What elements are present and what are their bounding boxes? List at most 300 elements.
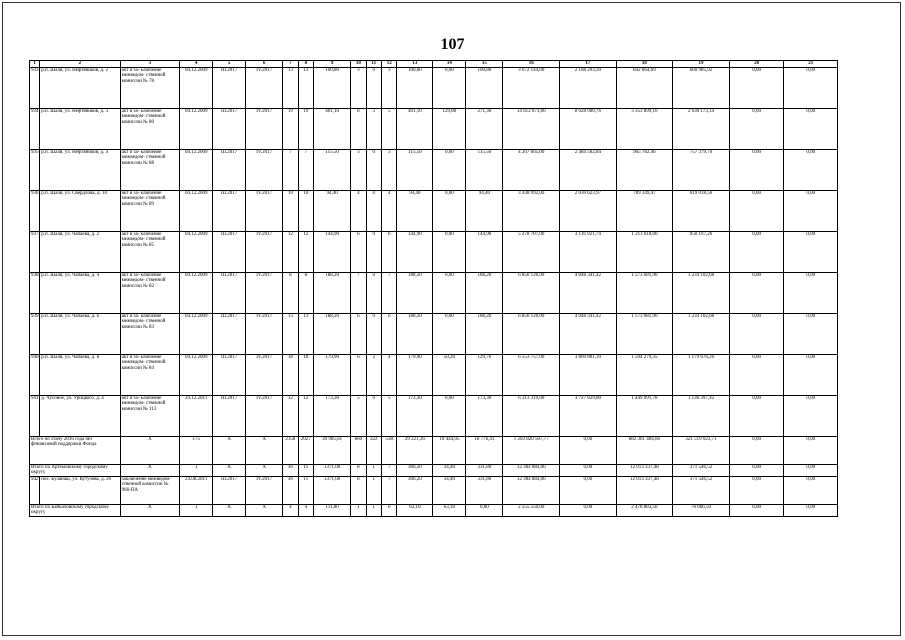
total-row (30, 437, 838, 465)
value-cell: 175 (180, 437, 213, 465)
end-quarter-cell: IV.2017 (246, 191, 283, 232)
value-cell: 0,00 (784, 476, 838, 504)
document-cell: акт и за- ключение межведом- ственной комиссии № 82 (120, 273, 180, 314)
value-cell: 10 (298, 191, 313, 232)
value-cell: 11 (298, 465, 313, 477)
value-cell: 4 048 341,42 (560, 314, 617, 355)
value-cell: 5 (351, 396, 366, 437)
value-cell: 36 (283, 476, 298, 504)
value-cell: 8 (283, 273, 298, 314)
total-row (30, 504, 838, 516)
value-cell: 34,40 (433, 476, 466, 504)
value-cell: 18 776,41 (466, 437, 503, 465)
value-cell: 50,20 (433, 355, 466, 396)
value-cell: 0,00 (729, 191, 784, 232)
value-cell: 39 905,61 (314, 437, 351, 465)
end-quarter-cell: IV.2017 (246, 396, 283, 437)
value-cell: 19 (283, 109, 298, 150)
value-cell: 1 504 279,35 (616, 355, 673, 396)
value-cell: 1 (366, 465, 381, 477)
table-row (30, 109, 838, 150)
document-cell: акт и за- ключение межведом- ственной комиссии № 113 (120, 396, 180, 437)
value-cell: 882 301 484,06 (616, 437, 673, 465)
value-cell: 1371,00 (314, 465, 351, 477)
value-cell: 3 (351, 150, 366, 191)
value-cell: 0,00 (466, 504, 503, 516)
value-cell: 0,00 (784, 232, 838, 273)
value-cell: 3 727 829,80 (560, 396, 617, 437)
value-cell: 188,20 (466, 314, 503, 355)
value-cell: 12 (283, 396, 298, 437)
value-cell: 0,00 (729, 314, 784, 355)
date-cell: 29.12.2011 (180, 396, 213, 437)
value-cell: 11 (298, 476, 313, 504)
column-number: 16 (503, 61, 560, 68)
value-cell: 3 116 921,74 (560, 232, 617, 273)
value-cell: 100,80 (314, 68, 351, 109)
value-cell: 0,00 (729, 150, 784, 191)
start-quarter-cell: III.2017 (213, 150, 246, 191)
value-cell: 0,00 (784, 191, 838, 232)
value-cell: 0,00 (784, 504, 838, 516)
start-quarter-cell: III.2017 (213, 273, 246, 314)
value-cell: 2 (366, 355, 381, 396)
address-cell: д. Чусовое, ул. Урицкого, д. 4 (40, 396, 120, 437)
value-cell: 950 167,26 (673, 232, 730, 273)
value-cell: 1 (180, 504, 213, 516)
value-cell: 0,00 (784, 437, 838, 465)
value-cell: 129,70 (466, 355, 503, 396)
value-cell: 18 (283, 355, 298, 396)
table-row (30, 191, 838, 232)
column-number: 20 (729, 61, 784, 68)
start-quarter-cell: III.2017 (213, 232, 246, 273)
address-cell: р.п. Шаля, ул. Нефтяников, д. 4 (40, 150, 120, 191)
column-number: 19 (673, 61, 730, 68)
record-number: 938 (30, 273, 40, 314)
value-cell: 0,00 (433, 150, 466, 191)
date-cell: 04.12.2009 (180, 232, 213, 273)
value-cell: 8 628 000,76 (560, 109, 617, 150)
column-number: 1 (30, 61, 40, 68)
column-number: 17 (560, 61, 617, 68)
value-cell: 0 (366, 396, 381, 437)
value-cell: X (213, 504, 246, 516)
value-cell: 1371,00 (314, 476, 351, 504)
value-cell: 4 (381, 355, 396, 396)
address-cell: р.п. Шаля, ул. Чапаева, д. 2 (40, 232, 120, 273)
value-cell: 401,10 (397, 109, 433, 150)
start-quarter-cell: III.2017 (213, 68, 246, 109)
date-cell: 04.12.2009 (180, 191, 213, 232)
date-cell: 04.12.2009 (180, 150, 213, 191)
value-cell: 0,00 (784, 68, 838, 109)
record-number: 937 (30, 232, 40, 273)
value-cell: 401,10 (314, 109, 351, 150)
value-cell: 366,20 (397, 465, 433, 477)
value-cell: 331,80 (466, 476, 503, 504)
value-cell: 1 136 397,42 (673, 396, 730, 437)
value-cell: 965 782,46 (616, 150, 673, 191)
record-number: 940 (30, 355, 40, 396)
address-cell: р.п. Шаля, ул. Нефтяников, д. 2 (40, 68, 120, 109)
value-cell: 0,00 (784, 355, 838, 396)
value-cell: 13 (298, 68, 313, 109)
address-cell: р.п. Шаля, ул. Свердлова, д. 10 (40, 191, 120, 232)
value-cell: 4 048 341,42 (560, 273, 617, 314)
value-cell: 12 013 337,48 (616, 465, 673, 477)
value-cell: 0,00 (560, 437, 617, 465)
value-cell: 0 (366, 314, 381, 355)
column-number: 6 (246, 61, 283, 68)
value-cell: 0,00 (784, 465, 838, 477)
value-cell: 2 030 623,97 (560, 191, 617, 232)
value-cell: 5 (381, 396, 396, 437)
value-cell: 0 (366, 68, 381, 109)
value-cell: 1 203 820 507,77 (503, 437, 560, 465)
value-cell: 6 553 757,00 (503, 355, 560, 396)
end-quarter-cell: IV.2017 (246, 68, 283, 109)
start-quarter-cell: III.2017 (213, 191, 246, 232)
value-cell: 2 555 550,00 (503, 504, 560, 516)
value-cell: 1 449 091,78 (616, 396, 673, 437)
value-cell: 0,00 (729, 504, 784, 516)
column-number: 5 (213, 61, 246, 68)
value-cell: 0,00 (560, 465, 617, 477)
value-cell: 76 666,50 (673, 504, 730, 516)
column-number: 13 (397, 61, 433, 68)
record-number: 935 (30, 150, 40, 191)
value-cell: 100,80 (466, 68, 503, 109)
value-cell: 0,00 (560, 476, 617, 504)
value-cell: 1 573 681,90 (616, 273, 673, 314)
end-quarter-cell: IV.2017 (246, 476, 283, 504)
value-cell: 0,00 (784, 150, 838, 191)
value-cell: 12 (283, 232, 298, 273)
value-cell: 0,00 (729, 437, 784, 465)
value-cell: 188,20 (314, 273, 351, 314)
value-cell: 14 612 073,00 (503, 109, 560, 150)
start-quarter-cell: III.2017 (213, 476, 246, 504)
value-cell: 1 (180, 465, 213, 477)
housing-register-table (29, 60, 838, 517)
value-cell: 1 (366, 504, 381, 516)
value-cell: 3 672 144,00 (503, 68, 560, 109)
table-row (30, 232, 838, 273)
total-label: Итого по Артемовскому городскому округу (30, 465, 121, 477)
table-row (30, 150, 838, 191)
value-cell: 10 (283, 191, 298, 232)
value-cell: 860 (351, 437, 366, 465)
value-cell: 188,20 (397, 273, 433, 314)
value-cell: 6 313 319,00 (503, 396, 560, 437)
total-label: Всего по этапу 2016 года без финансовой поддержки Фонда (30, 437, 121, 465)
value-cell: 6 (351, 232, 366, 273)
record-number: 942 (30, 476, 40, 504)
value-cell: 1 573 681,90 (616, 314, 673, 355)
value-cell: 4 (283, 504, 298, 516)
value-cell: 0,00 (729, 109, 784, 150)
value-cell: 2158 (283, 437, 298, 465)
value-cell: 4 207 665,00 (503, 150, 560, 191)
value-cell: 538 (381, 437, 396, 465)
column-number: 2 (40, 61, 120, 68)
value-cell: 12 013 337,48 (616, 476, 673, 504)
value-cell: 34,40 (433, 465, 466, 477)
value-cell: 173,30 (397, 396, 433, 437)
column-number: 21 (784, 61, 838, 68)
value-cell: 129,80 (433, 109, 466, 150)
value-cell: 8 (351, 476, 366, 504)
value-cell: 1 (351, 504, 366, 516)
value-cell: 7 (298, 150, 313, 191)
value-cell: X (246, 437, 283, 465)
value-cell: 271,30 (466, 109, 503, 150)
value-cell: 144,90 (466, 232, 503, 273)
value-cell: 842 864,69 (616, 68, 673, 109)
value-cell: 0,00 (729, 355, 784, 396)
column-number: 18 (616, 61, 673, 68)
value-cell: 0,00 (729, 476, 784, 504)
value-cell: 6 (381, 314, 396, 355)
total-label: Итого по Байкаловскому городскому округу (30, 504, 121, 516)
value-cell: 0 (366, 191, 381, 232)
value-cell: 13 (283, 68, 298, 109)
record-number: 933 (30, 68, 40, 109)
column-number: 14 (433, 61, 466, 68)
value-cell: 8 (351, 465, 366, 477)
value-cell: 619 018,56 (673, 191, 730, 232)
value-cell: 371 546,52 (673, 476, 730, 504)
value-cell: 757 379,70 (673, 150, 730, 191)
start-quarter-cell: III.2017 (213, 109, 246, 150)
end-quarter-cell: IV.2017 (246, 314, 283, 355)
value-cell: 3 (381, 150, 396, 191)
column-number: 15 (466, 61, 503, 68)
address-cell: р.п. Шаля, ул. Нефтяников, д. 3 (40, 109, 120, 150)
table-row (30, 314, 838, 355)
value-cell: 2027 (298, 437, 313, 465)
value-cell: X (120, 504, 180, 516)
address-cell: р.п. Шаля, ул. Чапаева, д. 4 (40, 273, 120, 314)
value-cell: 12 384 884,00 (503, 465, 560, 477)
value-cell: 100,80 (397, 68, 433, 109)
value-cell: 0,00 (729, 396, 784, 437)
column-number: 10 (351, 61, 366, 68)
document-cell: акт и за- ключение межведом- ственной комиссии № 88 (120, 150, 180, 191)
value-cell: 0 (366, 150, 381, 191)
value-cell: X (213, 465, 246, 477)
value-cell: 0,00 (433, 314, 466, 355)
address-cell: р.п. Шаля, ул. Чапаева, д. 6 (40, 314, 120, 355)
table-row (30, 355, 838, 396)
record-number: 934 (30, 109, 40, 150)
value-cell: 7 (381, 476, 396, 504)
value-cell: 789 349,47 (616, 191, 673, 232)
value-cell: 144,90 (314, 232, 351, 273)
value-cell: 0,00 (433, 232, 466, 273)
value-cell: 0,00 (784, 273, 838, 314)
column-number: 9 (314, 61, 351, 68)
value-cell: 63,10 (433, 504, 466, 516)
document-cell: акт и за- ключение межведом- ственной комиссии № 83 (120, 314, 180, 355)
value-cell: 7 (283, 150, 298, 191)
value-cell: 6 (351, 314, 366, 355)
value-cell: 322 (366, 437, 381, 465)
document-cell: акт и за- ключение межведом- ственной комиссии № 84 (120, 355, 180, 396)
value-cell: 0,00 (729, 232, 784, 273)
value-cell: 10 444,95 (433, 437, 466, 465)
value-cell: X (120, 465, 180, 477)
value-cell: 13 (298, 314, 313, 355)
document-cell: акт и за- ключение межведом- ственной комиссии № 85 (120, 232, 180, 273)
value-cell: 371 546,52 (673, 465, 730, 477)
value-cell: 3 353 899,10 (616, 109, 673, 150)
value-cell: 188,20 (397, 314, 433, 355)
value-cell: 94,40 (314, 191, 351, 232)
value-cell: 0 (366, 273, 381, 314)
address-cell: пос. Буланаш, ул. Кутузова, д. 26 (40, 476, 120, 504)
value-cell: 0,00 (560, 504, 617, 516)
column-number: 4 (180, 61, 213, 68)
value-cell: 4 (298, 504, 313, 516)
date-cell: 04.12.2009 (180, 314, 213, 355)
value-cell: 0 (381, 504, 396, 516)
start-quarter-cell: III.2017 (213, 355, 246, 396)
value-cell: X (120, 437, 180, 465)
value-cell: X (246, 465, 283, 477)
value-cell: 0,00 (729, 465, 784, 477)
column-number: 8 (298, 61, 313, 68)
value-cell: 6 (381, 232, 396, 273)
document-cell: акт и за- ключение межведом- ственной комиссии № 78 (120, 68, 180, 109)
table-row (30, 396, 838, 437)
value-cell: 1 (366, 476, 381, 504)
value-cell: 2 168 293,39 (560, 68, 617, 109)
table-row (30, 476, 838, 504)
value-cell: 18 (298, 355, 313, 396)
date-cell: 04.12.2009 (180, 68, 213, 109)
value-cell: 12 (298, 396, 313, 437)
record-number: 939 (30, 314, 40, 355)
value-cell: 13 (283, 314, 298, 355)
value-cell: 321 519 023,71 (673, 437, 730, 465)
value-cell: 144,90 (397, 232, 433, 273)
end-quarter-cell: IV.2017 (246, 109, 283, 150)
end-quarter-cell: IV.2017 (246, 273, 283, 314)
value-cell: 179,90 (314, 355, 351, 396)
value-cell: 94,40 (397, 191, 433, 232)
value-cell: 188,20 (466, 273, 503, 314)
value-cell: 173,30 (314, 396, 351, 437)
column-number: 11 (366, 61, 381, 68)
end-quarter-cell: IV.2017 (246, 150, 283, 191)
value-cell: 3 (381, 68, 396, 109)
value-cell: 94,40 (466, 191, 503, 232)
value-cell: 331,80 (466, 465, 503, 477)
table-row (30, 68, 838, 109)
column-number: 7 (283, 61, 298, 68)
value-cell: 0 (366, 232, 381, 273)
value-cell: 29 221,36 (397, 437, 433, 465)
page-number: 107 (440, 36, 465, 53)
value-cell: 4 (351, 191, 366, 232)
document-cell: акт и за- ключение межведом- ственной комиссии № 89 (120, 191, 180, 232)
column-number-row (30, 61, 838, 68)
value-cell: 0,00 (433, 273, 466, 314)
value-cell: 0,00 (433, 396, 466, 437)
document-cell: заключение межведом- ственной комиссии № 966-ПА (120, 476, 180, 504)
value-cell: 1 179 676,26 (673, 355, 730, 396)
value-cell: 2 630 173,14 (673, 109, 730, 150)
value-cell: 3 869 801,39 (560, 355, 617, 396)
value-cell: 0,00 (729, 273, 784, 314)
date-cell: 24.08.2011 (180, 476, 213, 504)
column-number: 3 (120, 61, 180, 68)
value-cell: 0,00 (433, 68, 466, 109)
start-quarter-cell: III.2017 (213, 314, 246, 355)
end-quarter-cell: IV.2017 (246, 355, 283, 396)
value-cell: 7 (381, 465, 396, 477)
value-cell: 179,90 (397, 355, 433, 396)
value-cell: 5 (381, 109, 396, 150)
value-cell: 0,00 (784, 396, 838, 437)
end-quarter-cell: IV.2017 (246, 232, 283, 273)
value-cell: 5 278 707,00 (503, 232, 560, 273)
value-cell: 1 234 102,68 (673, 314, 730, 355)
value-cell: 115,50 (397, 150, 433, 191)
value-cell: 115,50 (314, 150, 351, 191)
table-row (30, 273, 838, 314)
date-cell: 04.12.2009 (180, 109, 213, 150)
value-cell: 1 234 102,68 (673, 273, 730, 314)
value-cell: 7 (351, 273, 366, 314)
date-cell: 04.12.2009 (180, 355, 213, 396)
value-cell: 6 (351, 355, 366, 396)
value-cell: 3 (351, 68, 366, 109)
value-cell: X (246, 504, 283, 516)
value-cell: 8 (351, 109, 366, 150)
address-cell: р.п. Шаля, ул. Чапаева, д. 8 (40, 355, 120, 396)
value-cell: 115,50 (466, 150, 503, 191)
date-cell: 04.12.2009 (180, 273, 213, 314)
value-cell: 188,20 (314, 314, 351, 355)
value-cell: X (213, 437, 246, 465)
value-cell: 0,00 (433, 191, 466, 232)
value-cell: 660 985,92 (673, 68, 730, 109)
document-cell: акт и за- ключение межведом- ственной комиссии № 80 (120, 109, 180, 150)
value-cell: 63,10 (397, 504, 433, 516)
value-cell: 7 (381, 273, 396, 314)
value-cell: 0,00 (784, 109, 838, 150)
value-cell: 4 (381, 191, 396, 232)
value-cell: 0,00 (729, 68, 784, 109)
value-cell: 1 211 618,00 (616, 232, 673, 273)
value-cell: 6 856 126,00 (503, 273, 560, 314)
value-cell: 6 856 126,00 (503, 314, 560, 355)
value-cell: 36 (283, 465, 298, 477)
value-cell: 12 (298, 232, 313, 273)
value-cell: 173,30 (466, 396, 503, 437)
value-cell: 366,20 (397, 476, 433, 504)
value-cell: 3 438 992,00 (503, 191, 560, 232)
column-number: 12 (381, 61, 396, 68)
value-cell: 3 (366, 109, 381, 150)
start-quarter-cell: III.2017 (213, 396, 246, 437)
total-row (30, 465, 838, 477)
record-number: 941 (30, 396, 40, 437)
value-cell: 8 (298, 273, 313, 314)
